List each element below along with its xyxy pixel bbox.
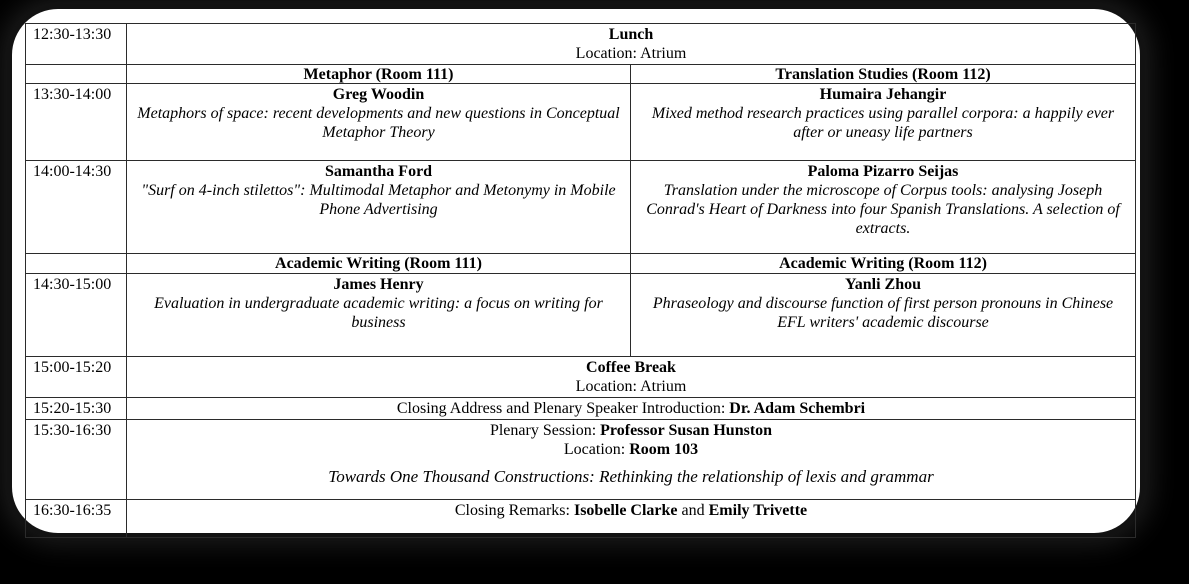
plenary-talk-title: Towards One Thousand Constructions: Rethinking the relationship of lexis and grammar — [328, 467, 934, 486]
paper-title: Phraseology and discourse function of first person pronouns in Chinese EFL writers' academic discourse — [652, 295, 1114, 331]
track-header-right: Academic Writing (Room 112) — [631, 254, 1136, 274]
lunch-cell — [127, 24, 1136, 65]
speaker-name: James Henry — [333, 276, 424, 293]
time-cell: 15:20-15:30 — [26, 398, 127, 420]
room-number: Room 103 — [629, 441, 699, 458]
speaker-name: Samantha Ford — [324, 163, 433, 180]
speaker-name: Greg Woodin — [332, 86, 425, 103]
session-cell-right — [631, 274, 1136, 357]
session-cell-right — [631, 161, 1136, 254]
table-row-plenary — [26, 420, 1136, 500]
table-row-track-header-1 — [26, 65, 1136, 84]
session-cell-right — [631, 84, 1136, 161]
plenary-line-1 — [135, 421, 1127, 440]
time-cell: 13:30-14:00 — [26, 84, 127, 161]
track-header-right: Translation Studies (Room 112) — [631, 65, 1136, 84]
break-title: Coffee Break — [586, 359, 676, 376]
break-location: Location: Atrium — [575, 378, 687, 395]
time-cell: 12:30-13:30 — [26, 24, 127, 65]
coffee-break-cell — [127, 357, 1136, 398]
time-cell-empty — [26, 254, 127, 274]
closing-address-cell — [127, 398, 1136, 420]
time-cell: 15:30-16:30 — [26, 420, 127, 500]
table-row-closing-remarks — [26, 500, 1136, 538]
paper-title: Metaphors of space: recent developments and new questions in Conceptual Metaphor Theory — [137, 105, 620, 141]
break-title: Lunch — [608, 26, 654, 43]
plenary-line-2 — [135, 440, 1127, 459]
speaker-name: Emily Trivette — [708, 502, 808, 519]
track-header-left: Metaphor (Room 111) — [127, 65, 631, 84]
plenary-cell — [127, 420, 1136, 500]
table-row-lunch — [26, 24, 1136, 65]
session-cell-left — [127, 161, 631, 254]
paper-title: Mixed method research practices using parallel corpora: a happily ever after or uneasy life partners — [651, 105, 1115, 141]
paper-title: Translation under the microscope of Corpus tools: analysing Joseph Conrad's Heart of Darkness into four Spanish Translations. A selection of extracts. — [646, 182, 1120, 237]
table-row-coffee-break — [26, 357, 1136, 398]
table-row-session-1 — [26, 84, 1136, 161]
table-row-closing-address — [26, 398, 1136, 420]
location-label: Location: — [563, 441, 630, 458]
time-cell: 14:00-14:30 — [26, 161, 127, 254]
table-row-session-3 — [26, 274, 1136, 357]
track-header-left: Academic Writing (Room 111) — [127, 254, 631, 274]
session-cell-left — [127, 274, 631, 357]
document-page — [12, 9, 1140, 533]
time-cell: 14:30-15:00 — [26, 274, 127, 357]
speaker-name: Isobelle Clarke — [573, 502, 678, 519]
time-cell: 15:00-15:20 — [26, 357, 127, 398]
schedule-table — [25, 23, 1136, 538]
closing-remarks-cell — [127, 500, 1136, 538]
time-cell: 16:30-16:35 — [26, 500, 127, 538]
speaker-name: Humaira Jehangir — [819, 86, 947, 103]
speaker-name: Professor Susan Hunston — [600, 422, 773, 439]
connector-text: and — [677, 502, 709, 519]
break-location: Location: Atrium — [575, 45, 687, 62]
table-row-track-header-2 — [26, 254, 1136, 274]
closing-remarks-text: Closing Remarks: — [454, 502, 574, 519]
paper-title: "Surf on 4-inch stilettos": Multimodal Metaphor and Metonymy in Mobile Phone Advertising — [141, 182, 616, 218]
table-row-session-2 — [26, 161, 1136, 254]
time-cell-empty — [26, 65, 127, 84]
session-cell-left — [127, 84, 631, 161]
paper-title: Evaluation in undergraduate academic writing: a focus on writing for business — [154, 295, 603, 331]
speaker-name: Paloma Pizarro Seijas — [807, 163, 959, 180]
speaker-name: Yanli Zhou — [844, 276, 922, 293]
plenary-label: Plenary Session: — [489, 422, 601, 439]
closing-address-text: Closing Address and Plenary Speaker Introduction: — [396, 400, 730, 417]
speaker-name: Dr. Adam Schembri — [729, 400, 866, 417]
